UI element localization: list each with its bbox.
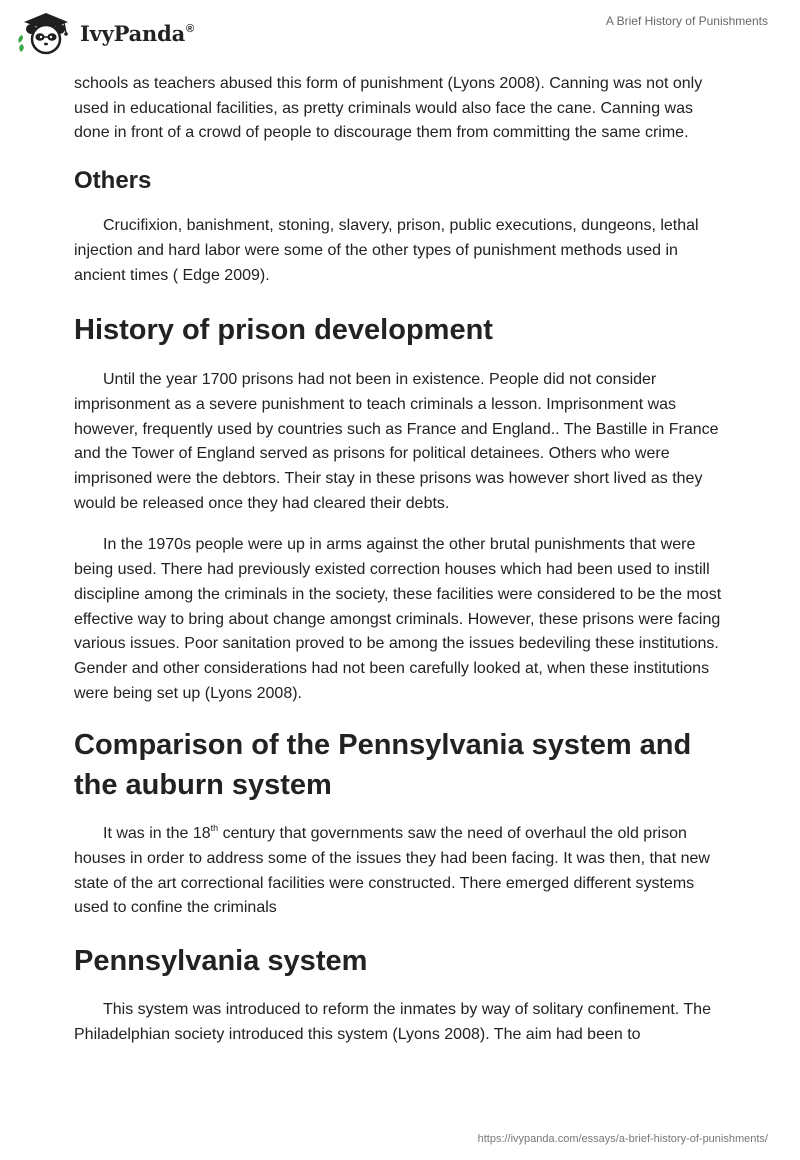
paragraph-others: Crucifixion, banishment, stoning, slavery, prison, public executions, dungeons, lethal injection and hard labor were some of the other types of punishment methods used in ancient times ( Edge 2009). [74, 217, 699, 284]
logo-text: IvyPanda® [80, 20, 194, 46]
essay-content [74, 72, 726, 1048]
heading-others: Others [74, 167, 152, 195]
paragraph-canning: schools as teachers abused this form of punishment (Lyons 2008). Canning was not only used in educational facilities, as pretty criminals would also face the cane. Canning was done in front of a crowd of people to discourage them from committing the same crime. [74, 75, 703, 142]
paragraph-comparison: It was in the 18th century that governments saw the need of overhaul the old prison houses in order to address some of the issues they had been facing. It was then, that new state of the art correctional facilities were constructed. There emerged different systems used to confine the criminals [74, 823, 710, 917]
page-header [0, 0, 800, 70]
ivypanda-logo[interactable] [16, 8, 194, 58]
paragraph-history-1: Until the year 1700 prisons had not been in existence. People did not consider imprisonment as a severe punishment to teach criminals a lesson. Imprisonment was however, frequently used by countries such as France and England.. The Bastille in France and the Tower of England served as prisons for political detainees. Others who were imprisoned were the debtors. Their stay in these prisons was however short lived as they would be released once they had cleared their debts. [74, 371, 719, 512]
heading-history-of-prison-development: History of prison development [74, 314, 493, 347]
panda-graduate-icon [16, 8, 74, 58]
heading-comparison: Comparison of the Pennsylvania system and the auburn system [74, 729, 692, 802]
document-title: A Brief History of Punishments [605, 14, 768, 28]
footer-source-url[interactable]: https://ivypanda.com/essays/a-brief-history-of-punishments/ [477, 1133, 768, 1145]
paragraph-pennsylvania: This system was introduced to reform the inmates by way of solitary confinement. The Philadelphian society introduced this system (Lyons 2008). The aim had been to [74, 1001, 711, 1043]
paragraph-history-2: In the 1970s people were up in arms against the other brutal punishments that were being used. There had previously existed correction houses which had been used to instill discipline among the criminals in the society, these facilities were considered to be the most effective way to bring about change amongst criminals. However, these prisons were facing various issues. Poor sanitation proved to be among the issues bedeviling these institutions. Gender and other considerations had not been carefully looked at, when these institutions were being set up (Lyons 2008). [74, 536, 722, 702]
heading-pennsylvania-system: Pennsylvania system [74, 945, 368, 978]
